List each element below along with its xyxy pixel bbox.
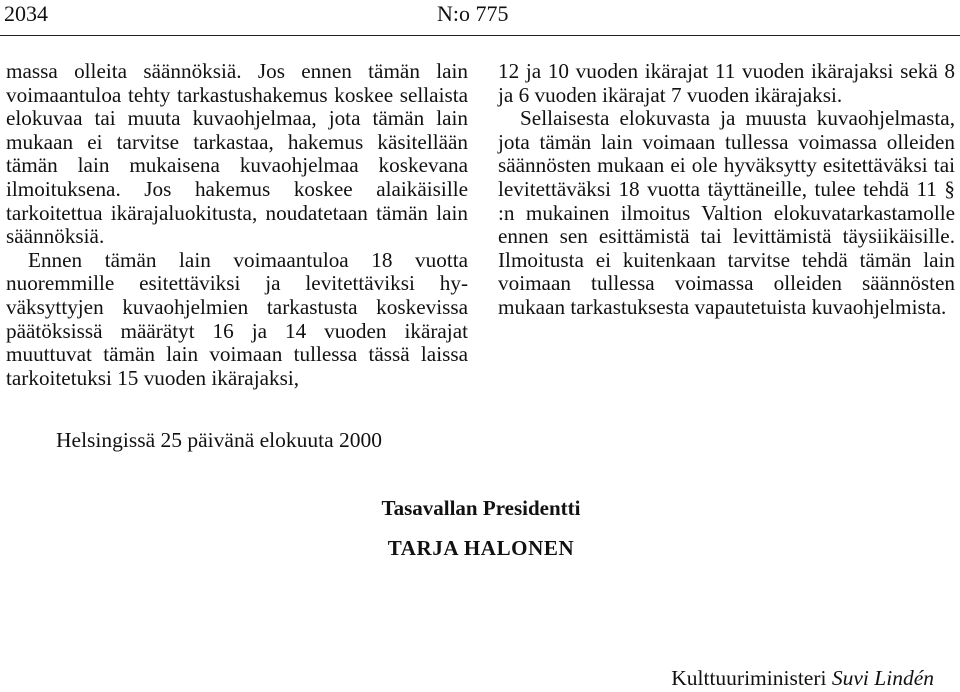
left-paragraph-1: massa olleita säännöksiä. Jos ennen tämän lain voimaantuloa tehty tarkastushakemus koskee sellaista elokuvaa tai muuta kuvaohjelmaa, jota tämän lain mukaan ei tarvitse tarkastaa, hakemus käsitellään tämän lain mukaisena kuvaohjelmaa koskevana ilmoituksena. Jos hakemus koskee alaikäisille tarkoitettua ikärajaluokitusta, noudatetaan tämän lain säännöksiä. [6,59,468,249]
page-number: 2034 [4,1,48,26]
president-name: TARJA HALONEN [387,536,575,560]
right-paragraph-2: Sellaisesta elokuvasta ja muusta kuvaohjelmasta, jota tämän lain voimaan tullessa voimassa olleiden säännösten mukaan ei ole hyväksytty esitettäväksi tai levitettäväksi 18 vuotta täyttäneille, tulee tehdä 11 § :n mukainen ilmoitus Valtion elokuvatarkastamolle ennen sen esittämistä tai levittämistä täysiikäisille. Ilmoitusta ei kuitenkaan tarvitse tehdä tämän lain voimaan tullessa voimassa olleiden säännösten mukaan tarkastuksesta vapautetuista kuvaohjelmista. [498,106,955,319]
minister-signature [671,666,934,690]
header-rule [0,35,960,36]
right-column [498,60,955,320]
left-column [6,60,468,390]
president-title: Tasavallan Presidentti [381,496,581,520]
place-date: Helsingissä 25 päivänä elokuuta 2000 [56,428,383,452]
issue-number: N:o 775 [437,1,509,26]
right-paragraph-1: 12 ja 10 vuoden ikärajat 11 vuoden ikärajaksi sekä 8 ja 6 vuoden ikärajat 7 vuoden ikärajaksi. [498,59,955,107]
left-paragraph-2: Ennen tämän lain voimaantuloa 18 vuotta nuoremmille esitettäviksi ja levitettäviksi hyväksyttyjen kuvaohjelmien tarkastusta koskevissa päätöksissä määrätyt 16 ja 14 vuoden ikärajat muuttuvat tämän lain voimaan tullessa tässä laissa tarkoitetuksi 15 vuoden ikärajaksi, [6,247,468,390]
minister-name: Suvi Lindén [831,666,934,690]
minister-title: Kulttuuriministeri [671,666,827,690]
